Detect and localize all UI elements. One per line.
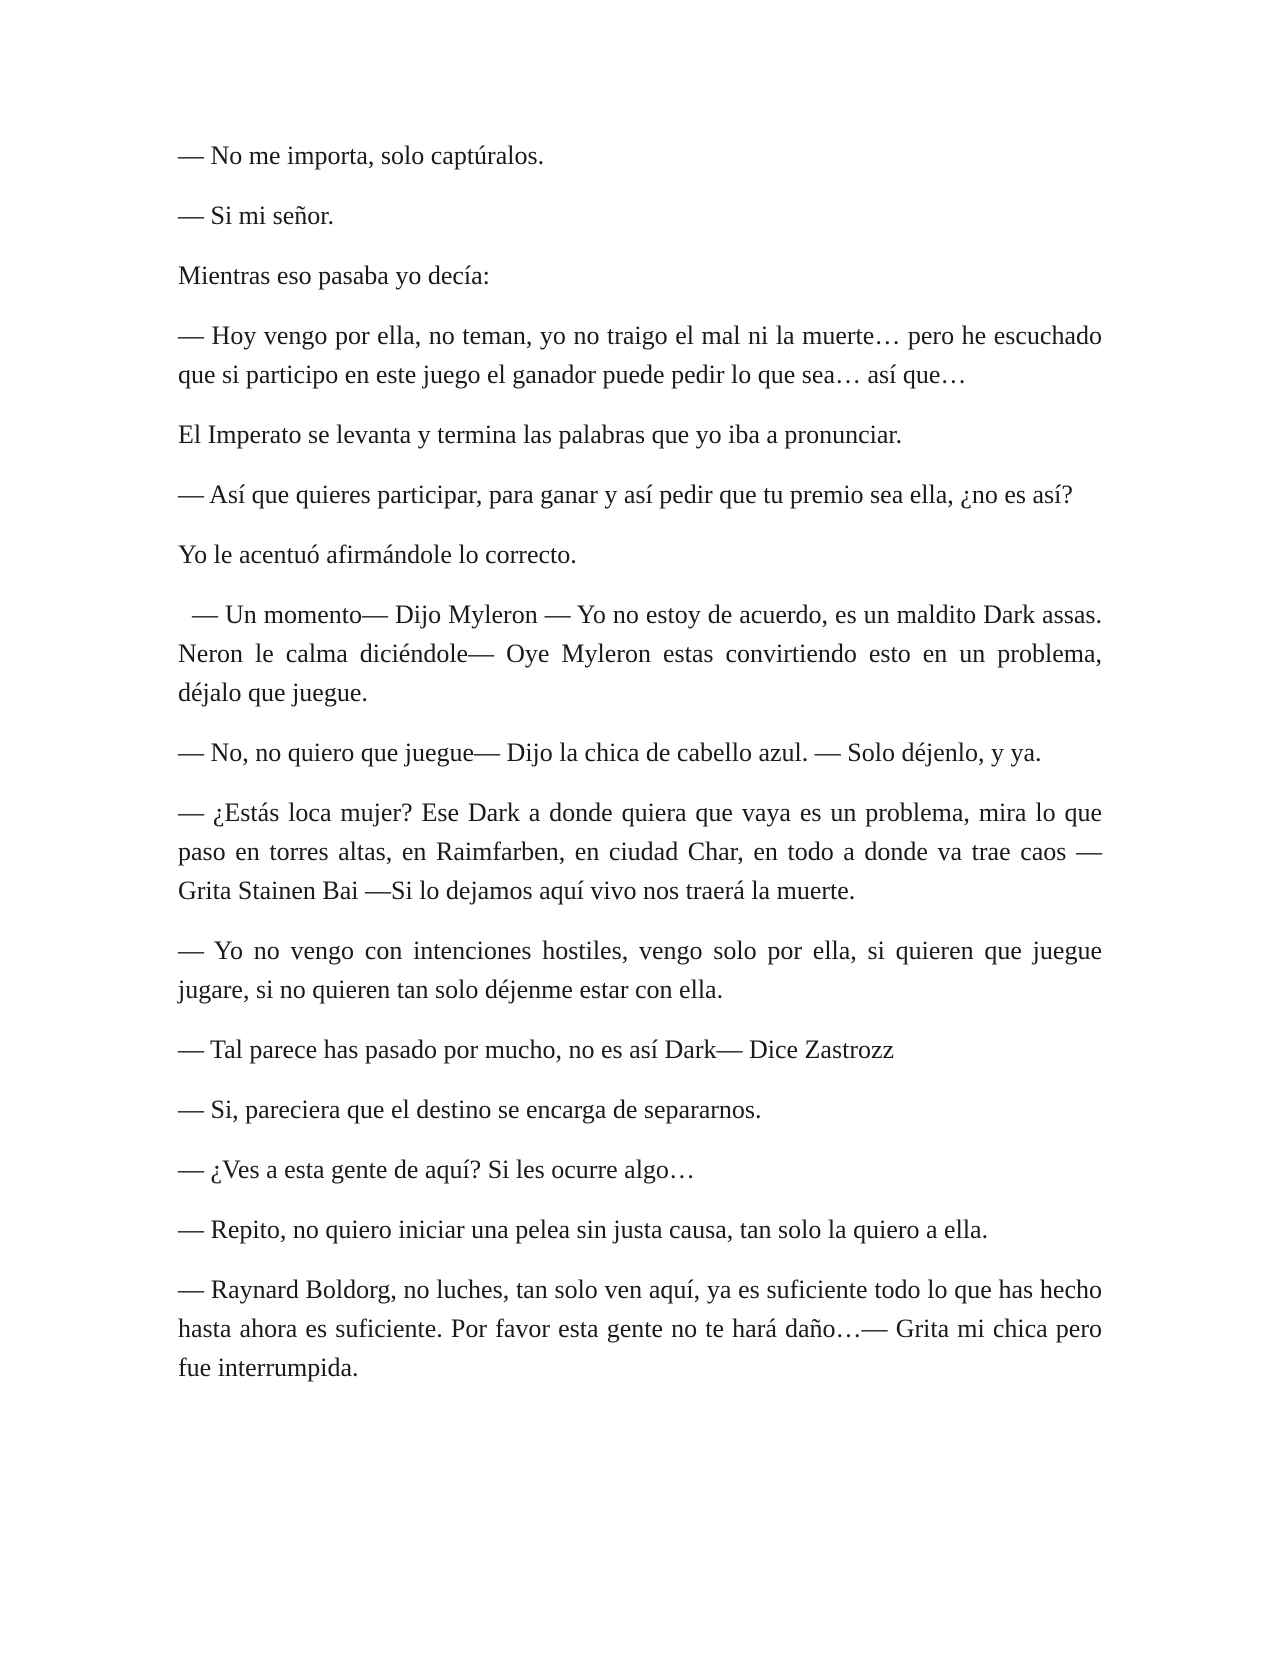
paragraph: — Si, pareciera que el destino se encarga de separarnos. [178, 1095, 762, 1124]
paragraph: — Hoy vengo por ella, no teman, yo no traigo el mal ni la muerte… pero he escuchado que si participo en este juego el ganador puede pedir lo que sea… así que… [178, 321, 1102, 389]
paragraph: — Un momento— Dijo Myleron — Yo no estoy de acuerdo, es un maldito Dark assas. Neron le calma diciéndole— Oye Myleron estas convirtiendo esto en un problema, déjalo que juegue. [178, 600, 1109, 707]
paragraph: — Raynard Boldorg, no luches, tan solo ven aquí, ya es suficiente todo lo que has hecho hasta ahora es suficiente. Por favor esta gente no te hará daño…— Grita mi chica pero fue interrumpida. [178, 1275, 1102, 1382]
paragraph: — Yo no vengo con intenciones hostiles, vengo solo por ella, si quieren que juegue jugare, si no quieren tan solo déjenme estar con ella. [178, 936, 1102, 1004]
paragraph: — Repito, no quiero iniciar una pelea sin justa causa, tan solo la quiero a ella. [178, 1215, 989, 1244]
paragraph: — No me importa, solo captúralos. [178, 141, 545, 170]
paragraph: — Si mi señor. [178, 201, 335, 230]
paragraph: — ¿Ves a esta gente de aquí? Si les ocurre algo… [178, 1155, 695, 1184]
paragraph: — No, no quiero que juegue— Dijo la chica de cabello azul. — Solo déjenlo, y ya. [178, 738, 1042, 767]
paragraph: — ¿Estás loca mujer? Ese Dark a donde quiera que vaya es un problema, mira lo que paso en torres altas, en Raimfarben, en ciudad Char, en todo a donde va trae caos —Grita Stainen Bai —Si lo dejamos aquí vivo nos traerá la muerte. [178, 798, 1102, 905]
paragraph: El Imperato se levanta y termina las palabras que yo iba a pronunciar. [178, 420, 903, 449]
paragraph: Yo le acentuó afirmándole lo correcto. [178, 540, 577, 569]
document-page [178, 136, 1109, 1408]
paragraph: — Tal parece has pasado por mucho, no es así Dark— Dice Zastrozz [178, 1035, 895, 1064]
paragraph: — Así que quieres participar, para ganar y así pedir que tu premio sea ella, ¿no es así? [178, 480, 1073, 509]
paragraph: Mientras eso pasaba yo decía: [178, 261, 490, 290]
